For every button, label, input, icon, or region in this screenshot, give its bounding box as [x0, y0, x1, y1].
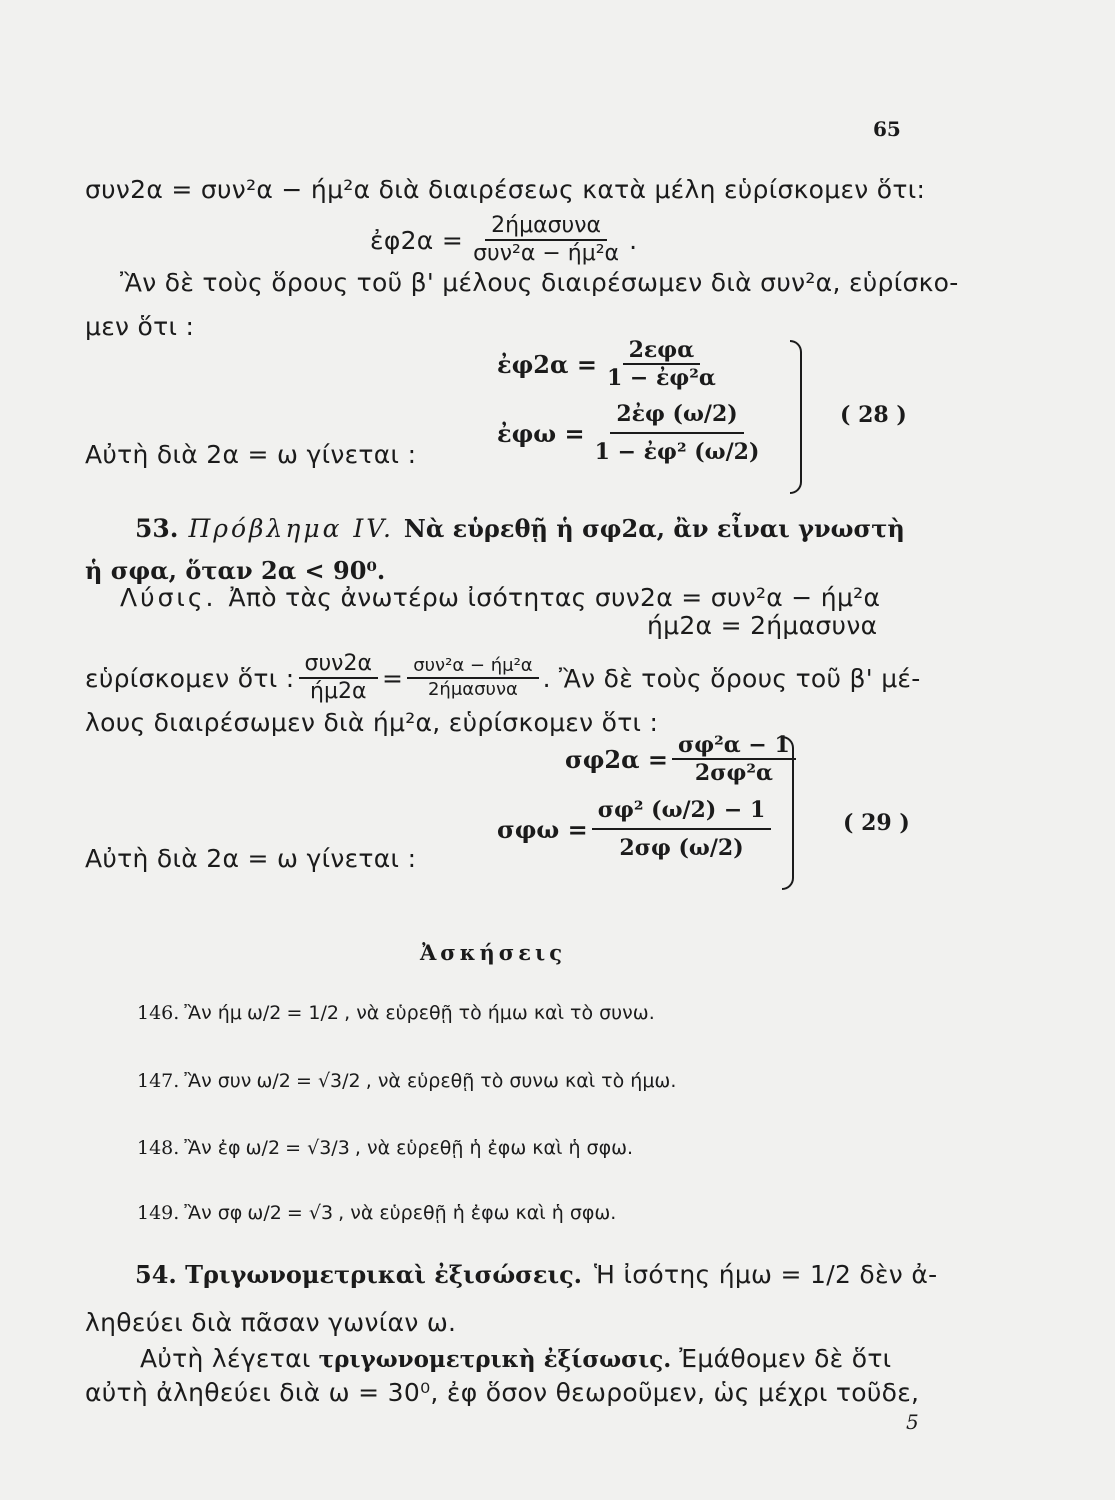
exercise-prefix: Ἂν ἐφ — [184, 1137, 241, 1159]
eq29a-denominator: 2σφ²α — [694, 760, 773, 787]
eq29a-numerator: σφ²α − 1 — [672, 733, 796, 760]
eq28a-lhs: ἐφ2α = — [497, 349, 597, 379]
eq-ef2a-numerator: 2ήμασυνα — [485, 214, 607, 241]
eq28a-denominator: 1 − ἐφ²α — [606, 365, 716, 392]
find-line-1: εὑρίσκομεν ὅτι : $\frac{\text{συν2α}}{ή\mu 2\alpha}$ = $\frac{\text{συν²α − ήμ²α}}{\text{2ήμασυνα}}$ . Ἂν δὲ τοὺς ὅρους τοῦ β' μέ- — [85, 651, 921, 705]
lysis-line — [120, 583, 880, 612]
section-54-title: 54. Τριγωνομετρικαὶ ἐξισώσεις. — [135, 1260, 583, 1289]
exercise-number: 148. — [137, 1137, 180, 1159]
equation-tag-29: ( 29 ) — [843, 810, 910, 836]
lysis-label: Λύσις. — [120, 583, 217, 612]
section-54-text-1: Ἡ ἰσότης ήμω = 1/2 δὲν ἀ- — [594, 1260, 938, 1289]
footer-signature: 5 — [906, 1410, 919, 1434]
exercises-title: Ἀσκήσεις — [420, 940, 566, 965]
text-line-4: μεν ὅτι : — [85, 312, 195, 341]
frac-a-numerator: συν2α — [299, 652, 378, 679]
exercise-prefix: Ἂν ήμ — [184, 1002, 242, 1024]
equation-28a — [497, 338, 726, 390]
eq29b-numerator: σφ² (ω/2) − 1 — [592, 798, 772, 830]
exercise-argument: ω/2 — [256, 1070, 291, 1092]
exercise-text: , νὰ εὑρεθῇ τὸ συνω καὶ τὸ ήμω. — [365, 1070, 677, 1092]
exercise-text: , νὰ εὑρεθῇ ἡ ἐφω καὶ ἡ σφω. — [338, 1202, 617, 1224]
eq28a-numerator: 2εφα — [623, 338, 701, 365]
section-54-text-3b: Ἐμάθομεν δὲ ὅτι — [679, 1344, 892, 1373]
frac-a-denominator: ήμ2α — [310, 679, 367, 705]
eq29b-lhs: σφω = — [497, 814, 588, 844]
exercise-equation: = √3/2 — [295, 1070, 361, 1092]
equation-29a — [565, 733, 800, 785]
eq-ef2a-denominator: συν²α − ήμ²α — [473, 241, 620, 267]
eq28b-lhs: ἐφω = — [497, 418, 585, 448]
frac-b-numerator: συν²α − ήμ²α — [407, 656, 538, 679]
eq28b-numerator: 2ἐφ (ω/2) — [610, 402, 743, 434]
section-54-text-2: ληθεύει διὰ πᾶσαν γωνίαν ω. — [85, 1308, 457, 1337]
exercise-argument: ω/2 — [246, 1002, 282, 1024]
text-line-ayti-1: Αὐτὴ διὰ 2α = ω γίνεται : — [85, 440, 417, 469]
find-line-1-tail: Ἂν δὲ τοὺς ὅρους τοῦ β' μέ- — [558, 663, 921, 693]
text-line-1: συν2α = συν²α − ήμ²α διὰ διαιρέσεως κατὰ μέλη εὑρίσκομεν ὅτι: — [85, 175, 926, 204]
section-53-title: Νὰ εὑρεθῇ ἡ σφ2α, ἂν εἶναι γνωστὴ — [403, 514, 905, 543]
exercise-146 — [137, 1002, 655, 1024]
lysis-text: Ἀπὸ τὰς ἀνωτέρω ἰσότητας συν2α = συν²α − ήμ²α — [228, 583, 881, 612]
section-53-label: Πρόβλημα IV. — [188, 514, 394, 543]
section-54-line-3 — [140, 1344, 891, 1373]
equation-ef2a: ἐφ2α = $\frac{\text{2ήμασυνα}}{\text{συν²α − ήμ²α}}$ . — [370, 213, 638, 267]
equation-tag-28: ( 28 ) — [840, 402, 907, 428]
section-54-heading — [135, 1260, 937, 1289]
lysis-text-2: ήμ2α = 2ήμασυνα — [647, 611, 878, 640]
brace-28 — [790, 340, 802, 494]
page-number: 65 — [873, 117, 901, 141]
exercise-prefix: Ἂν σφ — [184, 1202, 243, 1224]
eq-ef2a-lhs: ἐφ2α = — [370, 225, 464, 255]
exercise-text: , νὰ εὑρεθῇ ἡ ἐφω καὶ ἡ σφω. — [354, 1137, 634, 1159]
section-54-text-4: αὐτὴ ἀληθεύει διὰ ω = 30⁰, ἐφ ὅσον θεωροῦμεν, ὡς μέχρι τοῦδε, — [85, 1378, 920, 1407]
find-line-1-text: εὑρίσκομεν ὅτι : — [85, 663, 295, 693]
exercise-number: 146. — [137, 1002, 180, 1024]
exercise-equation: = 1/2 — [286, 1002, 340, 1024]
brace-29 — [782, 736, 794, 890]
exercise-equation: = √3 — [286, 1202, 334, 1224]
text-line-ayti-2: Αὐτὴ διὰ 2α = ω γίνεται : — [85, 844, 417, 873]
section-53-heading — [135, 514, 905, 543]
equation-29b — [497, 798, 775, 860]
section-54-term: τριγωνομετρικὴ ἐξίσωσις. — [318, 1346, 672, 1373]
exercise-text: , νὰ εὑρεθῇ τὸ ήμω καὶ τὸ συνω. — [344, 1002, 655, 1024]
eq29a-lhs: σφ2α = — [565, 744, 669, 774]
exercise-number: 149. — [137, 1202, 180, 1224]
exercise-equation: = √3/3 — [285, 1137, 350, 1159]
frac-b-denominator: 2ήμασυνα — [427, 679, 518, 701]
exercise-149 — [137, 1202, 616, 1224]
exercise-147 — [137, 1070, 676, 1092]
text-line-3: Ἂν δὲ τοὺς ὅρους τοῦ β' μέλους διαιρέσωμεν διὰ συν²α, εὑρίσκο- — [120, 268, 959, 297]
exercise-prefix: Ἂν συν — [184, 1070, 252, 1092]
section-53-title-cont: ἡ σφα, ὅταν 2α < 90⁰. — [85, 556, 386, 585]
exercise-148 — [137, 1137, 633, 1159]
section-54-text-3a: Αὐτὴ λέγεται — [140, 1344, 311, 1373]
eq29b-denominator: 2σφ (ω/2) — [619, 835, 744, 862]
section-53-number: 53. — [135, 514, 179, 543]
exercise-argument: ω/2 — [245, 1137, 281, 1159]
find-line-2: λους διαιρέσωμεν διὰ ήμ²α, εὑρίσκομεν ὅτι : — [85, 708, 659, 737]
exercise-argument: ω/2 — [247, 1202, 282, 1224]
equation-28b — [497, 402, 769, 464]
eq28b-denominator: 1 − ἐφ² (ω/2) — [594, 439, 760, 466]
exercise-number: 147. — [137, 1070, 180, 1092]
